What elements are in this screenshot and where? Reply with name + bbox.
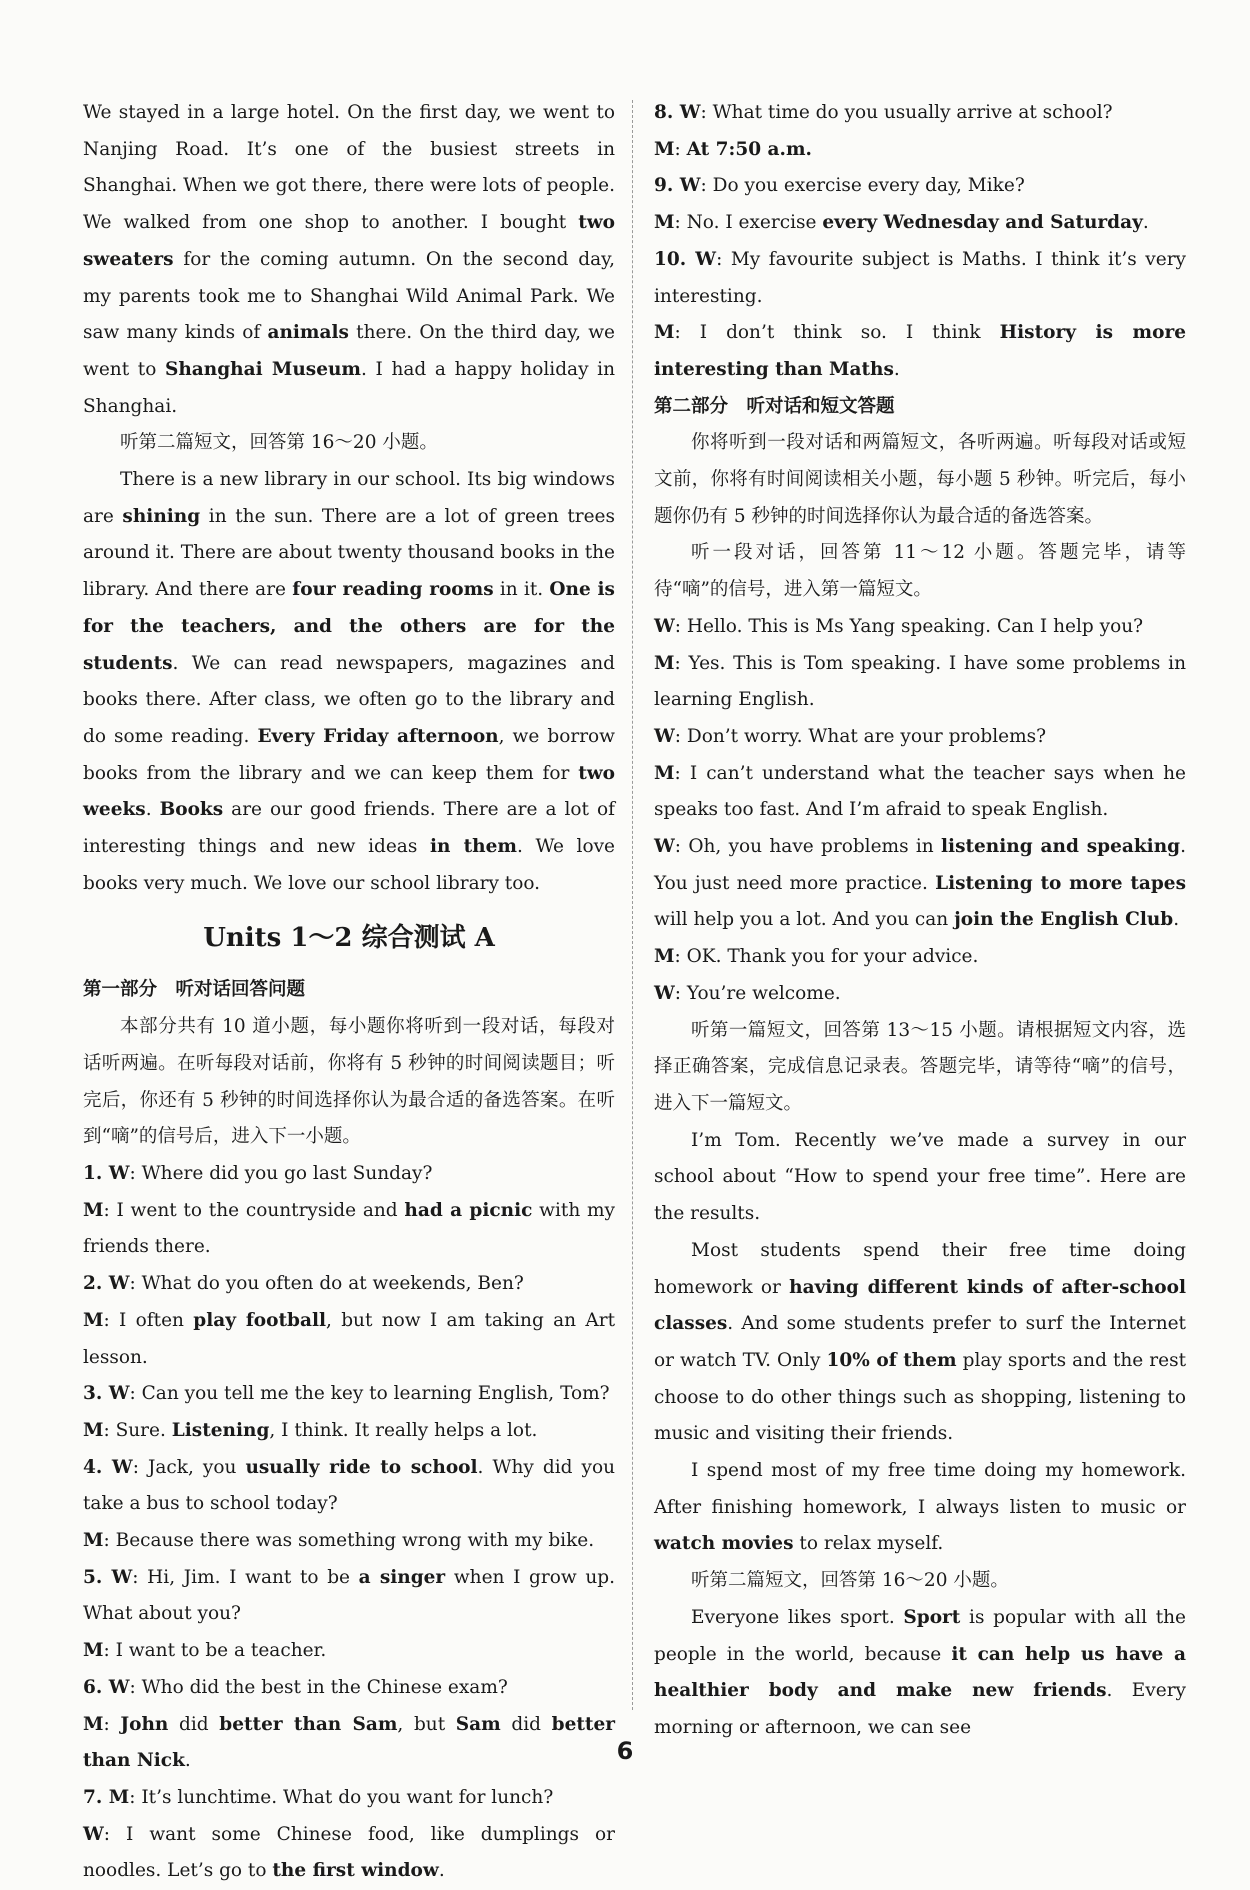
bold-text: in them	[429, 836, 517, 858]
bold-text: 10. W	[654, 248, 717, 270]
unit-title: Units 1～2 综合测试 A	[203, 923, 495, 954]
text-run: for the coming autumn. On the second day, my parents took me to Shanghai Wild Animal Park. We saw many kinds of	[83, 248, 615, 344]
dialogue-line	[83, 1193, 615, 1266]
text-run: in the sun. There are a lot of green trees around it. There are about twenty thousand books in the library. And there are	[83, 505, 615, 601]
text-run: : Sure.	[103, 1419, 172, 1441]
bold-text: better than Nick	[83, 1713, 615, 1772]
left-column	[83, 95, 615, 1890]
bold-text: a singer	[358, 1566, 446, 1588]
text-run: in it.	[493, 579, 550, 601]
bold-text: it can help us have a healthier body and make new friends	[654, 1643, 1186, 1702]
text-run: . Why did you take a bus to school today?	[83, 1456, 616, 1515]
dialogue-line	[654, 95, 1186, 132]
bold-text: animals	[267, 322, 349, 344]
dialogue-line	[654, 205, 1186, 242]
text-run: will help you a lot. And you can	[654, 909, 955, 931]
bold-text: Listening	[171, 1419, 270, 1441]
bold-text: M	[83, 1640, 104, 1662]
bold-text: play football	[193, 1309, 327, 1331]
bold-text: 6. W	[83, 1676, 130, 1698]
bold-text: John	[120, 1713, 169, 1735]
text-run: Most students spend their free time doing homework or	[654, 1239, 1186, 1298]
bold-text: History is more interesting than Maths	[654, 322, 1186, 380]
section-1-title: 第一部分 听对话回答问题	[83, 979, 306, 1001]
bold-text: 9. W	[654, 175, 701, 197]
bold-text: 5. W	[83, 1566, 133, 1588]
dialogue-line	[654, 609, 1186, 646]
text-run: : Yes. This is Tom speaking. I have some problems in learning English.	[654, 652, 1186, 711]
passage-4-intro: 听第二篇短文，回答第 16～20 小题。	[691, 1570, 1009, 1592]
text-run: I spend most of my free time doing my homework. After finishing homework, I always listen to music or	[654, 1460, 1186, 1518]
dialogue-line	[83, 1376, 615, 1413]
dialogue-line	[83, 1817, 615, 1890]
text-run: is popular with all the people in the world, because	[654, 1606, 1186, 1665]
bold-text: watch movies	[654, 1533, 794, 1555]
dialogue-line	[83, 1670, 615, 1707]
bold-text: the first window	[272, 1860, 439, 1882]
bold-text: Sam	[455, 1713, 501, 1735]
text-run: : Do you exercise every day, Mike?	[700, 175, 1025, 197]
bold-text: M	[83, 1419, 104, 1441]
dialogue-intro: 听一段对话，回答第 11～12 小题。答题完毕，请等待“嘀”的信号，进入第一篇短文。	[654, 542, 1186, 601]
bold-text: 7. M	[83, 1786, 130, 1808]
bold-text: Listening to more tapes	[935, 872, 1186, 894]
section-2-instructions: 你将听到一段对话和两篇短文，各听两遍。听每段对话或短文前，你将有时间阅读相关小题，每小题 5 秒钟。听完后，每小题你仍有 5 秒钟的时间选择你认为最合适的备选答案。	[654, 432, 1186, 527]
text-run: are our good friends. There are a lot of interesting things and new ideas	[83, 799, 615, 858]
bold-text: W	[654, 982, 675, 1004]
text-run: : I want to be a teacher.	[103, 1640, 327, 1662]
bold-text: better than Sam	[219, 1713, 398, 1735]
bold-text: shining	[122, 505, 201, 527]
text-run: , but now I am taking an Art lesson.	[83, 1309, 616, 1368]
bold-text: M	[654, 652, 675, 674]
bold-text: M	[83, 1309, 104, 1331]
bold-text: 4. W	[83, 1456, 133, 1478]
text-run: .	[1173, 909, 1180, 931]
text-run: : Oh, you have problems in	[674, 836, 942, 858]
page-number: 6	[616, 1737, 634, 1765]
text-run: . Every morning or afternoon, we can see	[654, 1680, 1186, 1738]
bold-text: join the English Club	[954, 909, 1174, 931]
bold-text: 8. W	[654, 102, 701, 123]
text-run: Everyone likes sport.	[691, 1606, 904, 1628]
text-run: We stayed in a large hotel. On the first day, we went to Nanjing Road. It’s one of the busiest streets in Shanghai. When we got there, there were lots of people. We walked from one shop to another. I bought	[83, 102, 615, 234]
bold-text: every Wednesday and Saturday	[822, 212, 1143, 234]
dialogue-line	[654, 315, 1186, 388]
text-run: : My favourite subject is Maths. I think it’s very interesting.	[654, 248, 1186, 307]
text-run: . I had a happy holiday in Shanghai.	[83, 358, 615, 417]
text-run: did	[500, 1713, 552, 1735]
bold-text: four reading rooms	[292, 579, 494, 601]
bold-text: 10% of them	[826, 1349, 957, 1371]
text-run: .	[145, 799, 160, 821]
bold-text: Shanghai Museum	[165, 358, 361, 380]
bold-text: Sport	[903, 1606, 961, 1628]
text-run: : You’re welcome.	[674, 982, 841, 1004]
text-run: : It’s lunchtime. What do you want for lunch?	[129, 1786, 554, 1808]
text-run: did	[168, 1713, 220, 1735]
bold-text: Every Friday afternoon	[257, 725, 499, 747]
passage-3-para-2	[654, 1233, 1186, 1453]
text-run: : No. I exercise	[674, 212, 823, 234]
bold-text: M	[654, 946, 675, 968]
dialogue-line	[654, 646, 1186, 719]
dialogue-line	[83, 1266, 615, 1303]
text-run: : I can’t understand what the teacher says when he speaks too fast. And I’m afraid to speak English.	[654, 762, 1186, 821]
section-1-instructions: 本部分共有 10 道小题，每小题你将听到一段对话，每段对话听两遍。在听每段对话前，你将有 5 秒钟的时间阅读题目；听完后，你还有 5 秒钟的时间选择你认为最合适的备选答案。在听到“嘀”的信号后，进入下一小题。	[83, 1016, 615, 1148]
bold-text: M	[83, 1199, 104, 1221]
dialogue-line	[654, 976, 1186, 1013]
text-run: I’m Tom. Recently we’ve made a survey in our school about “How to spend your free time”. Here are the results.	[654, 1129, 1186, 1225]
text-run: , but	[397, 1713, 456, 1735]
dialogue-line	[83, 1156, 615, 1193]
bold-text: W	[654, 615, 675, 637]
text-run: .	[184, 1750, 191, 1772]
text-run: , I think. It really helps a lot.	[269, 1419, 538, 1441]
text-run: : Don’t worry. What are your problems?	[674, 725, 1047, 747]
dialogue-line	[654, 829, 1186, 939]
bold-text: M	[83, 1530, 104, 1552]
text-run: .	[1142, 212, 1149, 234]
text-run: : I want some Chinese food, like dumplings or noodles. Let’s go to	[83, 1823, 615, 1882]
bold-text: usually ride to school	[245, 1456, 478, 1478]
text-run: : Because there was something wrong with my bike.	[103, 1530, 595, 1552]
text-run: There is a new library in our school. Its big windows are	[83, 469, 615, 527]
text-run: : Can you tell me the key to learning English, Tom?	[129, 1383, 610, 1405]
right-column	[654, 95, 1186, 1747]
dialogue-line	[83, 1450, 615, 1523]
dialogue-line	[654, 168, 1186, 205]
text-run: :	[674, 138, 687, 160]
bold-text: M	[83, 1713, 104, 1735]
text-run: : I went to the countryside and	[103, 1199, 405, 1221]
dialogue-line	[654, 939, 1186, 976]
bold-text: two sweaters	[83, 212, 615, 270]
dialogue-line	[83, 1633, 615, 1670]
passage-3-intro: 听第一篇短文，回答第 13～15 小题。请根据短文内容，选择正确答案，完成信息记录表。答题完毕，请等待“嘀”的信号，进入下一篇短文。	[654, 1019, 1186, 1114]
text-run: : OK. Thank you for your advice.	[674, 946, 979, 968]
text-run: to relax myself.	[793, 1533, 944, 1555]
bold-text: W	[83, 1823, 104, 1845]
bold-text: At 7:50 a.m.	[686, 138, 812, 160]
text-run: : I don’t think so. I think	[674, 322, 1000, 344]
bold-text: One is for the teachers, and the others are for the students	[83, 579, 615, 674]
text-run: , we borrow books from the library and we can keep them for	[83, 725, 616, 784]
text-run: .	[893, 358, 900, 380]
passage-3-para-1	[654, 1123, 1186, 1233]
passage-3-para-3	[654, 1453, 1186, 1563]
dialogue-line	[654, 756, 1186, 829]
text-run: play sports and the rest choose to do other things such as shopping, listening to music and visiting their friends.	[654, 1349, 1187, 1445]
bold-text: M	[654, 212, 675, 234]
text-run: . We can read newspapers, magazines and books there. After class, we often go to the library and do some reading.	[83, 652, 615, 747]
bold-text: M	[654, 322, 675, 344]
bold-text: 3. W	[83, 1383, 130, 1405]
text-run: . You just need more practice.	[654, 836, 1186, 894]
passage-1	[83, 95, 615, 425]
section-2-title: 第二部分 听对话和短文答题	[654, 395, 895, 417]
bold-text: M	[654, 762, 675, 784]
dialogue-line	[654, 242, 1186, 315]
bold-text: W	[654, 836, 675, 858]
text-run: there. On the third day, we went to	[83, 322, 615, 380]
text-run: : Who did the best in the Chinese exam?	[129, 1676, 508, 1698]
text-run: .	[438, 1860, 445, 1882]
text-run: . We love books very much. We love our school library too.	[83, 836, 615, 894]
passage-2	[83, 462, 615, 902]
text-run: : I often	[103, 1309, 194, 1331]
passage-4	[654, 1600, 1186, 1747]
bold-text: 1. W	[83, 1162, 130, 1184]
dialogue-line	[83, 1560, 615, 1633]
passage-2-intro: 听第二篇短文，回答第 16～20 小题。	[120, 432, 438, 454]
dialogue-list-2	[654, 95, 1186, 389]
text-run: :	[103, 1713, 121, 1735]
dialogue-line	[654, 719, 1186, 756]
text-run: when I grow up. What about you?	[83, 1566, 615, 1625]
text-run: : What time do you usually arrive at school?	[700, 102, 1113, 123]
text-run: with my friends there.	[83, 1199, 616, 1258]
text-run: . And some students prefer to surf the Internet or watch TV. Only	[654, 1313, 1186, 1371]
text-run: : Hello. This is Ms Yang speaking. Can I help you?	[674, 615, 1144, 637]
dialogue-line	[654, 132, 1186, 169]
bold-text: 2. W	[83, 1273, 130, 1295]
dialogue-list-3	[654, 609, 1186, 1013]
bold-text: W	[654, 725, 675, 747]
bold-text: having different kinds of after-school classes	[654, 1276, 1186, 1335]
dialogue-line	[83, 1303, 615, 1376]
dialogue-line	[83, 1780, 615, 1817]
dialogue-list-1	[83, 1156, 615, 1890]
bold-text: Books	[159, 799, 224, 821]
dialogue-line	[83, 1413, 615, 1450]
column-divider	[632, 100, 633, 1710]
bold-text: two weeks	[83, 762, 615, 821]
text-run: : What do you often do at weekends, Ben?	[129, 1273, 524, 1295]
bold-text: had a picnic	[404, 1199, 533, 1221]
text-run: : Jack, you	[132, 1456, 246, 1478]
bold-text: listening and speaking	[941, 836, 1181, 858]
text-run: : Where did you go last Sunday?	[129, 1162, 433, 1184]
dialogue-line	[83, 1523, 615, 1560]
text-run: : Hi, Jim. I want to be	[132, 1566, 359, 1588]
bold-text: M	[654, 138, 675, 160]
